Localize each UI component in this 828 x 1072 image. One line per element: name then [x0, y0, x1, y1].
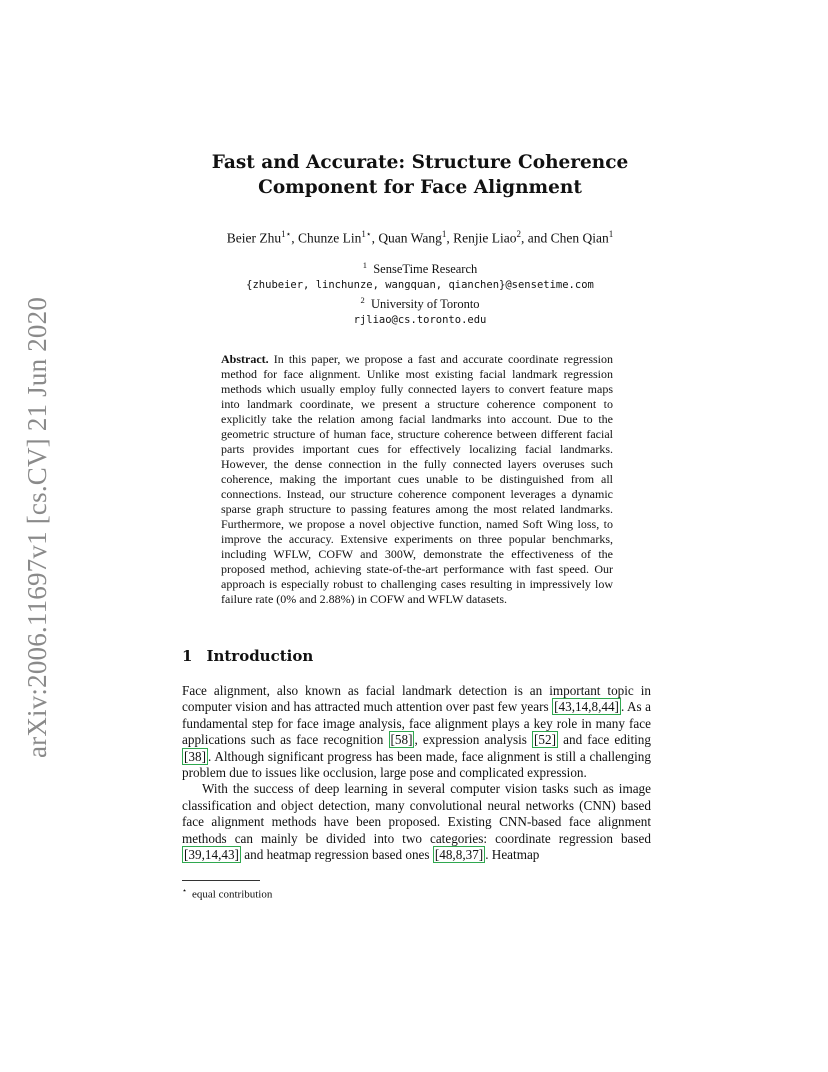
- body-text-run: . Heatmap: [485, 847, 540, 863]
- affiliation-mark: 1: [362, 260, 367, 270]
- author-name: Chen Qian: [550, 230, 609, 246]
- author-mark: 1⋆: [281, 229, 292, 239]
- abstract-text: In this paper, we propose a fast and accurate coordinate regression method for face alignment. Unlike most existing facial landmark regression methods which usually employ fully connected layers to convert feature maps into landmark coordinate, we present a structure coherence component to explicitly take the relation among facial landmarks into account. Due to the geometric structure of human face, structure coherence between different facial parts provides important cues for effectively localizing facial landmarks. However, the dense connection in the fully connected layers overuses such coherence, making the important cues unable to be distinguished from all connections. Instead, our structure coherence component leverages a dynamic sparse graph structure to passing features among the most related landmarks. Furthermore, we propose a novel objective function, named Soft Wing loss, to improve the accuracy. Extensive experiments on three popular benchmarks, including WFLW, COFW and 300W, demonstrate the effectiveness of the proposed method, achieving state-of-the-art performance with fast speed. Our approach is especially robust to challenging cases resulting in impressively low failure rate (0% and 2.88%) in COFW and WFLW datasets.: [221, 352, 614, 606]
- section-title: Introduction: [206, 647, 314, 665]
- footnote-mark: ⋆: [182, 886, 188, 895]
- body-text-run: and face editing: [558, 732, 651, 748]
- affiliation-name: University of Toronto: [370, 297, 480, 312]
- citation-link[interactable]: [43,14,8,44]: [554, 699, 619, 715]
- footnote-divider: [182, 880, 260, 881]
- citation-link[interactable]: [38]: [184, 748, 206, 764]
- author-mark: 2: [516, 229, 521, 239]
- citation-link[interactable]: [52]: [534, 732, 557, 748]
- affiliation-mark: 2: [360, 295, 365, 306]
- body-text-run: With the success of deep learning in several computer vision tasks such as image classification and object detection, many convolutional neural networks (CNN) based face alignment methods have been proposed. Existing CNN-based face alignment methods can mainly be divided into two categories: coordinate regression based: [182, 781, 651, 846]
- body-text-run: . Although significant progress has been made, face alignment is still a challenging problem due to issues like occlusion, large pose and complicated expression.: [182, 748, 651, 781]
- affiliation-2: [170, 293, 670, 313]
- citation-link[interactable]: [58]: [390, 732, 413, 748]
- title-line-2: Component for Face Alignment: [258, 177, 582, 198]
- affiliation-1-email[interactable]: {zhubeier, linchunze, wangquan, qianchen}@sensetime.com: [246, 278, 594, 291]
- abstract: [221, 352, 613, 607]
- body-paragraph-2: [182, 781, 651, 863]
- affiliation-1: [170, 258, 670, 278]
- introduction-body: [182, 683, 651, 863]
- footnote-text: equal contribution: [192, 888, 273, 901]
- author-name: Renjie Liao: [453, 230, 517, 246]
- paper-title: [150, 150, 690, 200]
- arxiv-identifier-stamp: [16, 292, 60, 762]
- author-mark: 1⋆: [361, 229, 372, 239]
- body-text-run: Face alignment, also known as facial landmark detection is an important topic in computer vision and has attracted much attention over past few years: [182, 683, 651, 715]
- arxiv-id-text: arXiv:2006.11697v1 [cs.CV] 21 Jun 2020: [22, 296, 53, 758]
- body-text-run: . As a fundamental step for face image analysis, face alignment plays a key role in many face applications such as face recognition: [182, 699, 652, 748]
- section-number: 1: [182, 647, 193, 665]
- author-name: Beier Zhu: [226, 230, 282, 246]
- title-line-1: Fast and Accurate: Structure Coherence: [211, 152, 629, 173]
- body-paragraph-1: [182, 683, 651, 781]
- author-mark: 1: [608, 229, 614, 239]
- citation-link[interactable]: [39,14,43]: [184, 847, 239, 863]
- citation-link[interactable]: [48,8,37]: [434, 847, 484, 863]
- affiliation-name: SenseTime Research: [373, 262, 478, 277]
- author-name: Chunze Lin: [298, 230, 362, 246]
- section-heading: [182, 647, 313, 665]
- author-list: Beier Zhu$^{1⋆}$, Chunze Lin$^{1⋆}$, Quan Wang$^1$, Renjie Liao$^2$, and Chen Qian$^1$: [226, 229, 614, 246]
- abstract-label: Abstract.: [221, 352, 269, 366]
- affiliation-2-email[interactable]: rjliao@cs.toronto.edu: [353, 313, 487, 326]
- author-name: Quan Wang: [378, 230, 442, 246]
- footnote: [182, 886, 272, 901]
- affiliations: [170, 258, 670, 328]
- body-text-run: , expression analysis: [414, 732, 533, 748]
- author-mark: 1: [441, 229, 447, 239]
- body-text-run: and heatmap regression based ones: [240, 847, 433, 863]
